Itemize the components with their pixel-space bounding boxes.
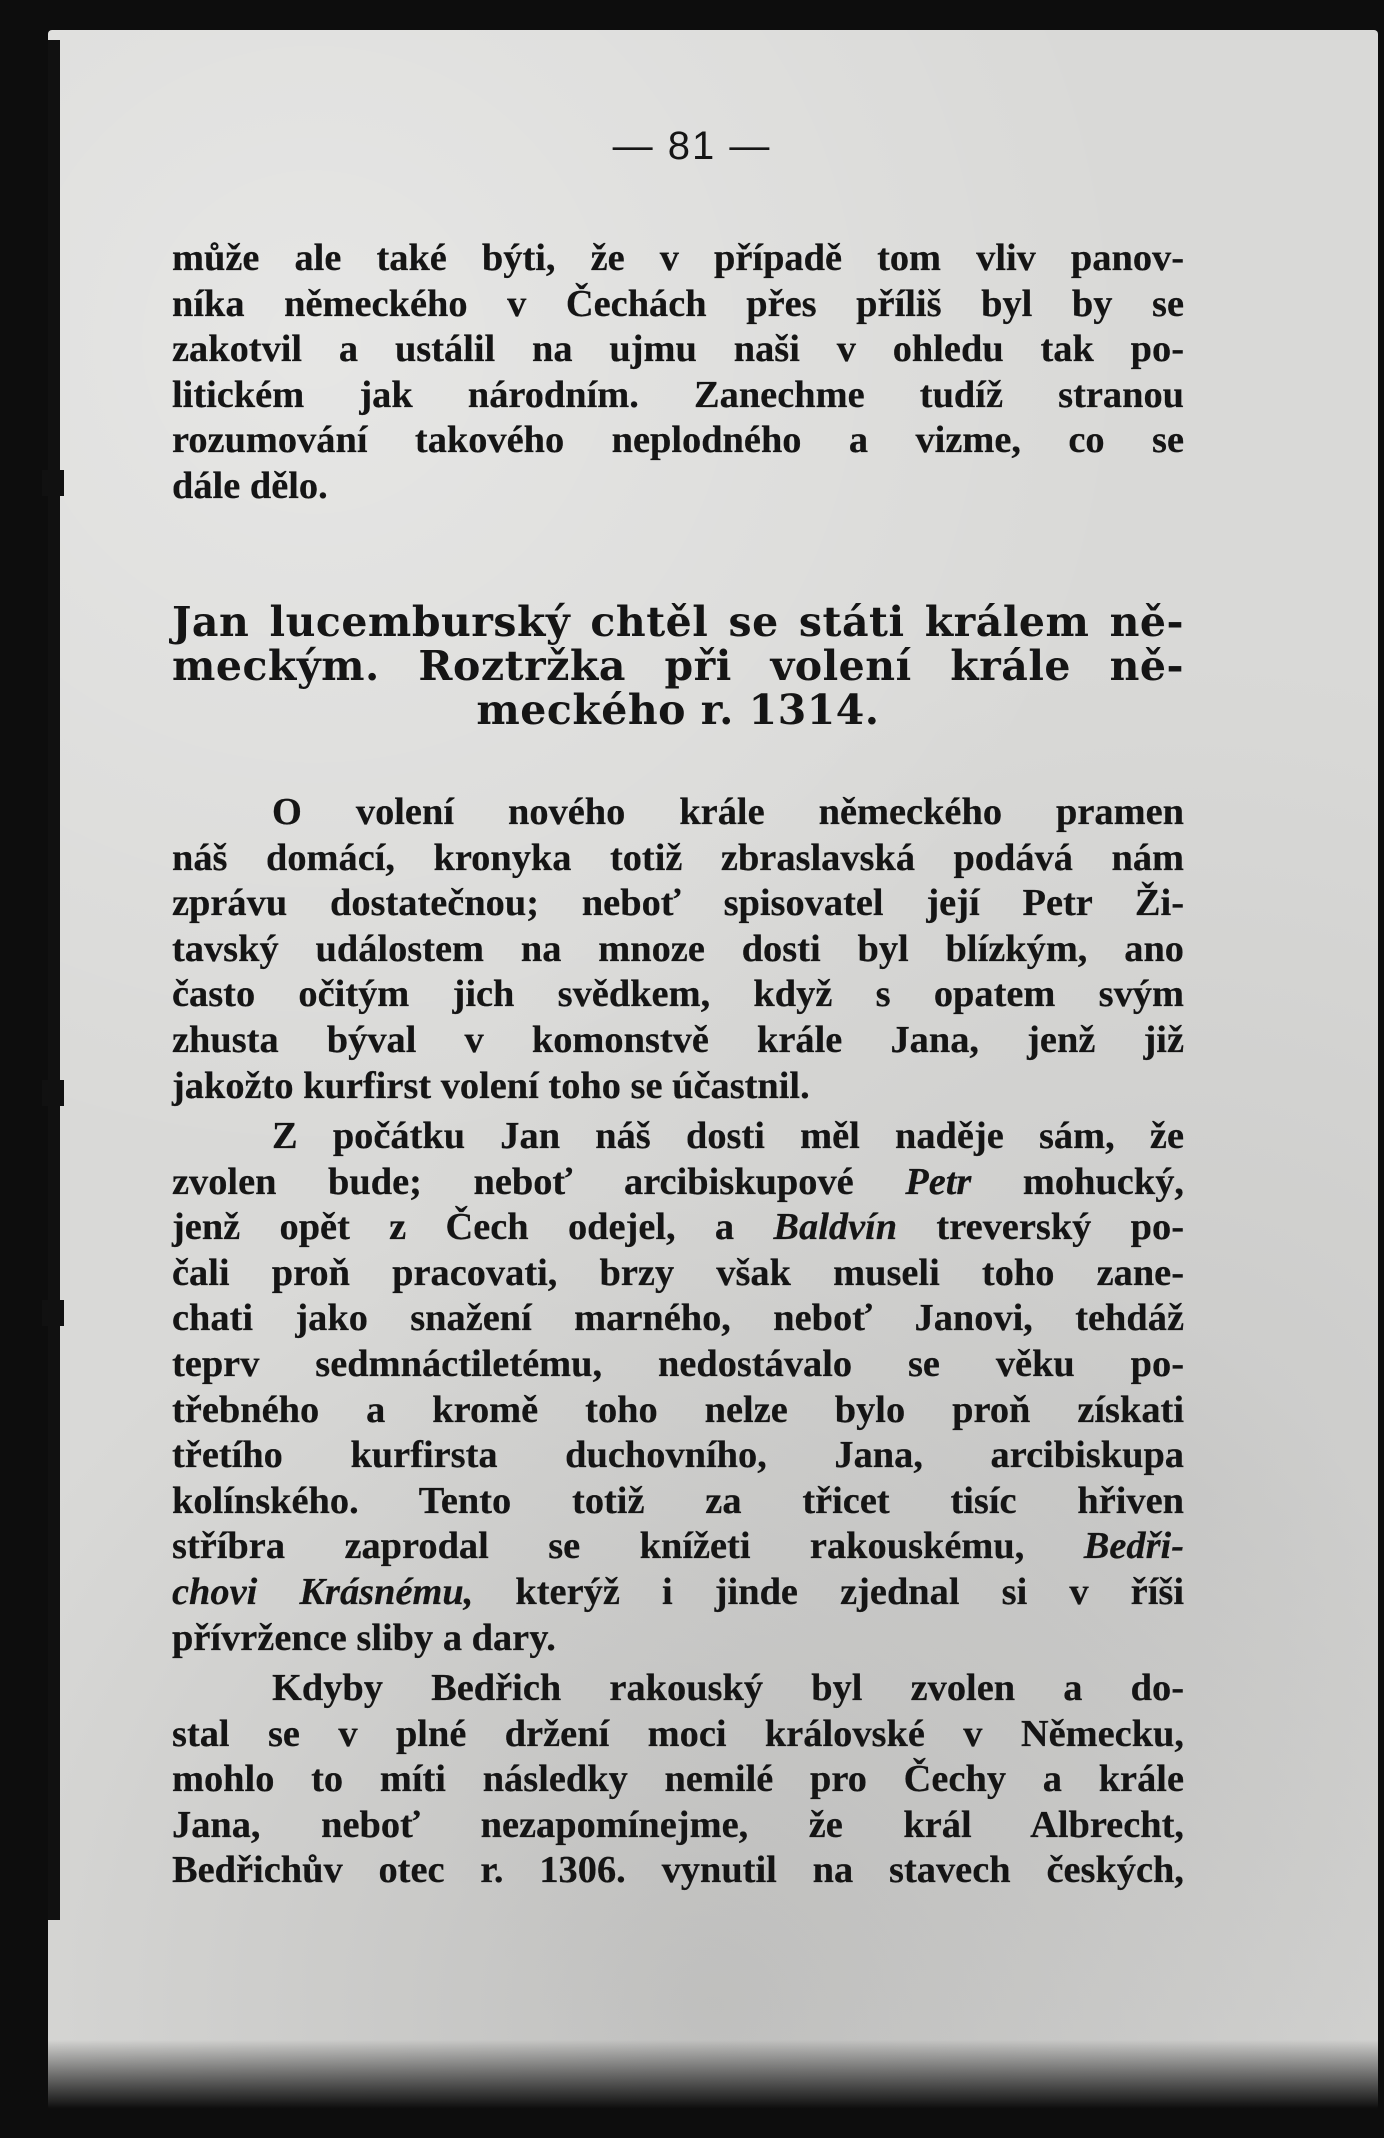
paragraph-1 xyxy=(172,236,1184,510)
text-line: jakožto kurfirst volení toho se účastnil. xyxy=(172,1064,810,1107)
text-run: stříbra zaprodal se knížeti rakouskému, xyxy=(172,1525,1084,1568)
text-line: Jana, neboť nezapomínejme, že král Albrecht, xyxy=(172,1803,1184,1846)
italic-name: Bedři- xyxy=(1083,1525,1184,1568)
text-run: jenž opět z Čech odejel, a xyxy=(172,1206,774,1249)
paragraph-4 xyxy=(172,1666,1184,1894)
section-heading xyxy=(172,600,1184,732)
text-line xyxy=(172,1570,1184,1616)
text-line: níka německého v Čechách přes příliš byl by se xyxy=(172,282,1184,325)
text-line: čali proň pracovati, brzy však museli toho zane- xyxy=(172,1251,1184,1294)
text-line: přívržence sliby a dary. xyxy=(172,1616,556,1659)
text-line xyxy=(172,1205,1184,1251)
text-line: tavský událostem na mnoze dosti byl blízkým, ano xyxy=(172,927,1184,970)
text-line: rozumování takového neplodného a vizme, co se xyxy=(172,419,1184,462)
text-line: Bedřichův otec r. 1306. vynutil na stavech českých, xyxy=(172,1849,1184,1892)
text-line: litickém jak národním. Zanechme tudíž stranou xyxy=(172,373,1184,416)
text-line xyxy=(172,1160,1184,1206)
text-run: treverský po- xyxy=(897,1206,1184,1249)
text-line: zprávu dostatečnou; neboť spisovatel její Petr Ži- xyxy=(172,882,1184,925)
paragraph-2 xyxy=(172,790,1184,1109)
heading-line: meckého r. 1314. xyxy=(476,686,880,734)
page-number: — 81 — xyxy=(612,124,772,168)
heading-line: meckým. Roztržka při volení krále ně- xyxy=(172,642,1184,690)
text-line: může ale také býti, že v případě tom vliv panov- xyxy=(172,237,1184,279)
text-run: zvolen bude; neboť arcibiskupové xyxy=(172,1160,906,1203)
text-line: O volení nového krále německého pramen xyxy=(272,791,1184,833)
heading-line: Jan lucemburský chtěl se státi králem ně- xyxy=(172,598,1184,646)
text-line: mohlo to míti následky nemilé pro Čechy a krále xyxy=(172,1758,1184,1801)
text-line: chati jako snažení marného, neboť Janovi, tehdáž xyxy=(172,1297,1184,1340)
text-line: kolínského. Tento totiž za třicet tisíc hřiven xyxy=(172,1479,1184,1522)
text-line: Kdyby Bedřich rakouský byl zvolen a do- xyxy=(272,1667,1184,1709)
paragraph-3 xyxy=(172,1114,1184,1661)
text-line: Z počátku Jan náš dosti měl naděje sám, že xyxy=(272,1115,1184,1157)
text-run: kterýž i jinde zjednal si v říši xyxy=(473,1570,1184,1613)
text-run: mohucký, xyxy=(971,1160,1184,1203)
text-line: náš domácí, kronyka totiž zbraslavská podává nám xyxy=(172,836,1184,879)
text-line: třebného a kromě toho nelze bylo proň získati xyxy=(172,1388,1184,1431)
text-line: třetího kurfirsta duchovního, Jana, arcibiskupa xyxy=(172,1434,1184,1477)
text-line: zakotvil a ustálil na ujmu naši v ohledu tak po- xyxy=(172,328,1184,371)
italic-name: chovi Krásnému, xyxy=(172,1570,474,1613)
text-line: často očitým jich svědkem, když s opatem svým xyxy=(172,973,1184,1016)
text-line: teprv sedmnáctiletému, nedostávalo se věku po- xyxy=(172,1342,1184,1385)
italic-name: Petr xyxy=(905,1160,972,1203)
italic-name: Baldvín xyxy=(773,1206,898,1249)
text-line: stal se v plné držení moci královské v Německu, xyxy=(172,1712,1184,1755)
text-line: dále dělo. xyxy=(172,464,328,507)
text-line xyxy=(172,1524,1184,1570)
text-line: zhusta býval v komonstvě krále Jana, jenž již xyxy=(172,1018,1184,1061)
